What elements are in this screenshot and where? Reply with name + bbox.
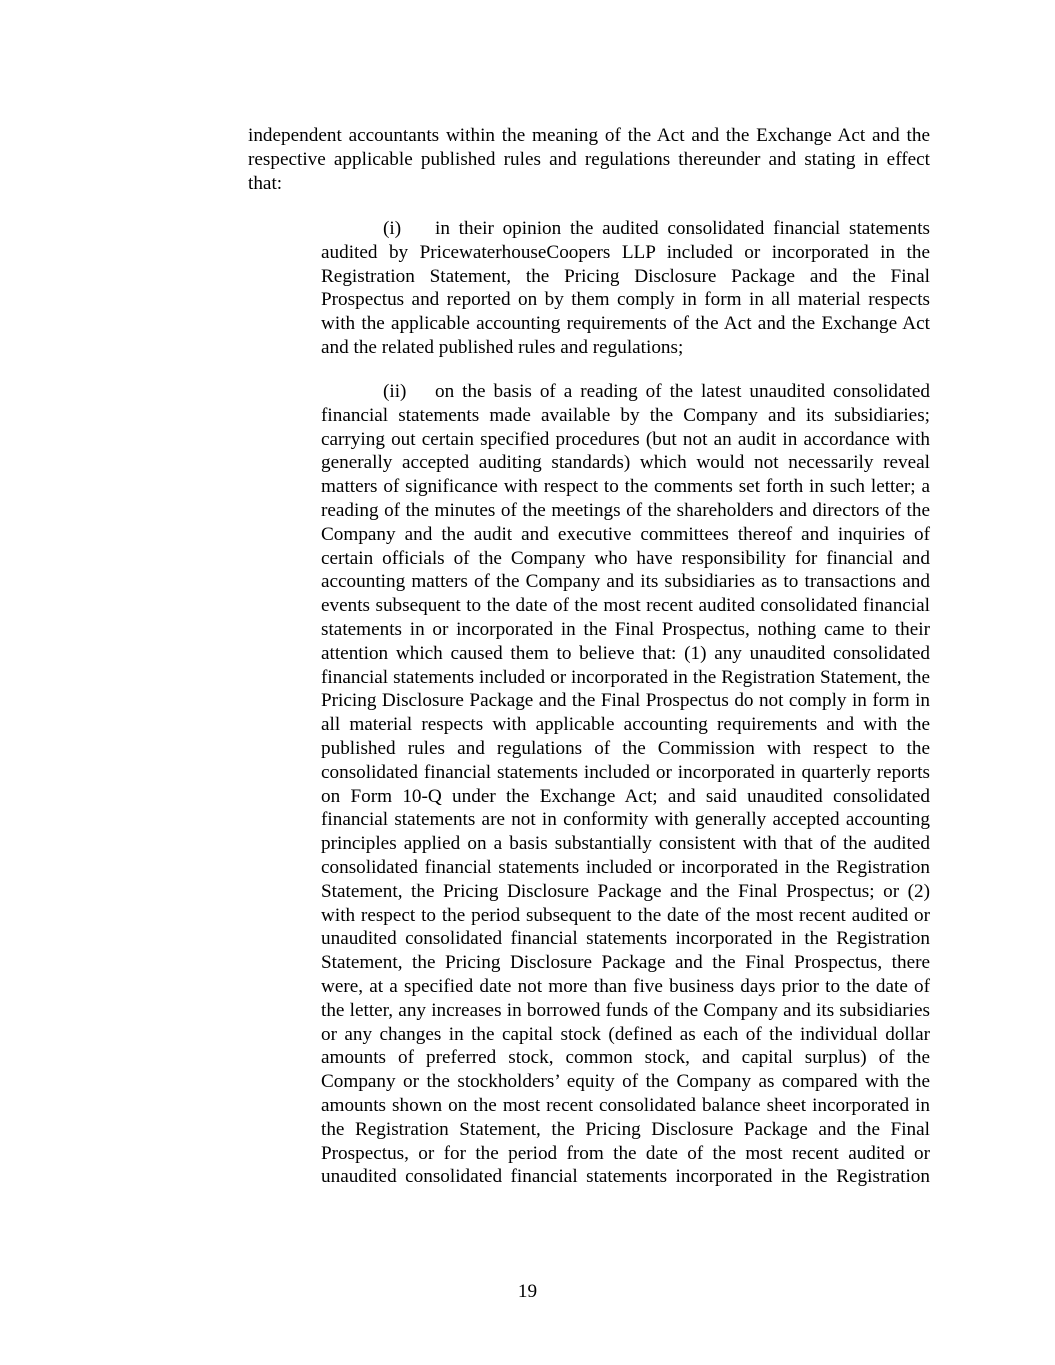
page-number: 19 xyxy=(517,1281,538,1302)
clause-i-number: (i) xyxy=(383,218,402,239)
clause-ii xyxy=(321,380,930,1189)
clause-ii-text: on the basis of a reading of the latest unaudited consolidated financial statements made available by the Company and its subsidiaries; carrying out certain specified procedures (but not an audit in accordance with generally accepted auditing standards) which would not necessarily reveal matters of significance with respect to the comments set forth in such letter; a reading of the minutes of the meetings of the shareholders and directors of the Company and the audit and executive committees thereof and inquiries of certain officials of the Company who have responsibility for financial and accounting matters of the Company and its subsidiaries as to transactions and events subsequent to the date of the most recent audited consolidated financial statements in or incorporated in the Final Prospectus, nothing came to their attention which caused them to believe that: (1) any unaudited consolidated financial statements included or incorporated in the Registration Statement, the Pricing Disclosure Package and the Final Prospectus do not comply in form in all material respects with applicable accounting requirements and with the published rules and regulations of the Commission with respect to the consolidated financial statements included or incorporated in quarterly reports on Form 10-Q under the Exchange Act; and said unaudited consolidated financial statements are not in conformity with generally accepted accounting principles applied on a basis substantially consistent with that of the audited consolidated financial statements included or incorporated in the Registration Statement, the Pricing Disclosure Package and the Final Prospectus; or (2) with respect to the period subsequent to the date of the most recent audited or unaudited consolidated financial statements incorporated in the Registration Statement, the Pricing Disclosure Package and the Final Prospectus, there were, at a specified date not more than five business days prior to the date of the letter, any increases in borrowed funds of the Company and its subsidiaries or any changes in the capital stock (defined as each of the individual dollar amounts of preferred stock, common stock, and capital surplus) of the Company or the stockholders’ equity of the Company as compared with the amounts shown on the most recent consolidated balance sheet incorporated in the Registration Statement, the Pricing Disclosure Package and the Final Prospectus, or for the period from the date of the most recent audited or unaudited consolidated financial statements incorporated in the Registration xyxy=(321,381,930,1188)
clause-i xyxy=(321,217,930,360)
clause-ii-number: (ii) xyxy=(383,381,407,402)
lead-paragraph: independent accountants within the meaning of the Act and the Exchange Act and the respective applicable published rules and regulations thereunder and stating in effect that: xyxy=(248,125,930,194)
clause-i-text: in their opinion the audited consolidated financial statements audited by PricewaterhouseCoopers LLP included or incorporated in the Registration Statement, the Pricing Disclosure Package and the Final Prospectus and reported on by them comply in form in all material respects with the applicable accounting requirements of the Act and the Exchange Act and the related published rules and regulations; xyxy=(321,218,930,358)
